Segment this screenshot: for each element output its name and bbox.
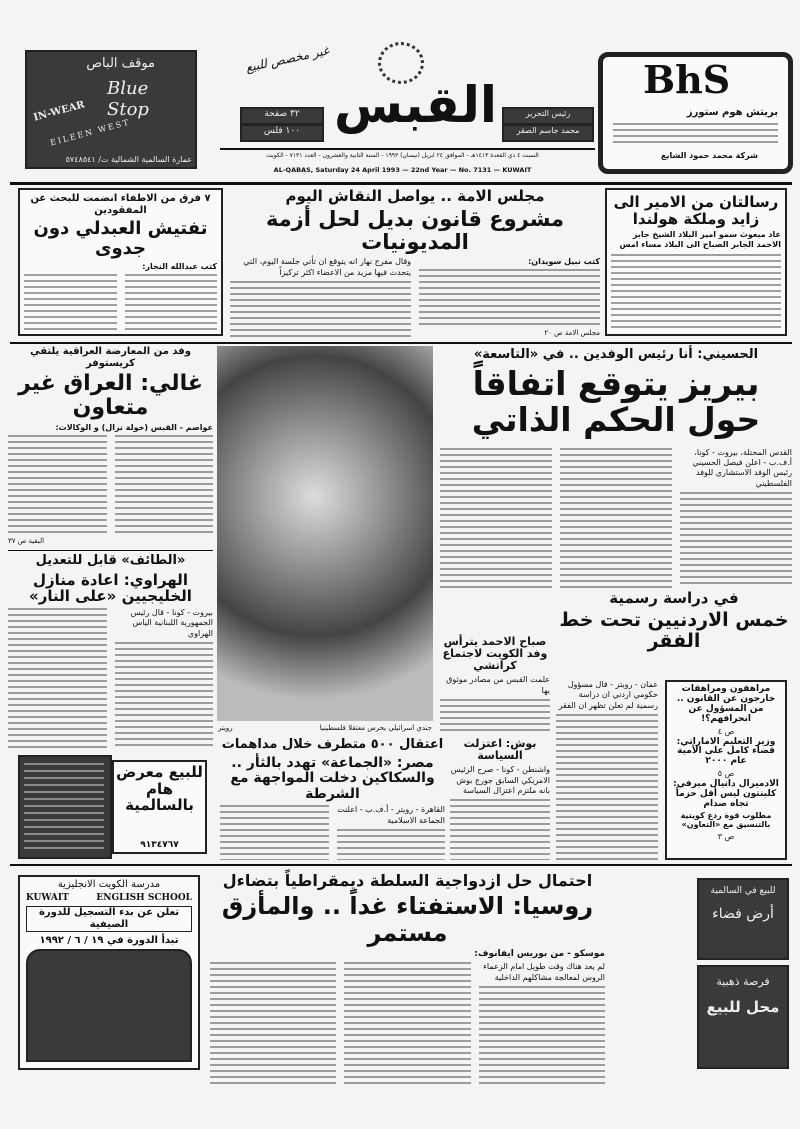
story-jordan-body <box>556 680 658 860</box>
story-lead: القدس المحتلة، بيروت - كونا، أ.ف.ب - اعلن فيصل الحسيني رئيس الوفد الاستشاري للوفد الفلسطيني <box>692 447 792 488</box>
ad-bluestop <box>25 50 197 169</box>
body-text <box>8 608 107 750</box>
ad-title: موقف الباص <box>86 56 155 71</box>
jump-link[interactable]: مجلس الامة ص ٢٠ <box>544 328 600 337</box>
ad-brand-inwear: IN-WEAR <box>32 99 86 124</box>
story-headline: تفتيش العبدلي دون جدوى <box>33 218 208 259</box>
ad-title: للبيع في السالمية <box>710 886 776 896</box>
story-byline: كتب نبيل سويدان: <box>528 257 600 267</box>
body-text <box>115 435 214 534</box>
story-majlis <box>230 188 600 338</box>
body-text <box>419 269 600 325</box>
ad-shop-sale <box>697 965 789 1069</box>
story-kicker: في دراسة رسمية <box>609 589 739 607</box>
story-abdali <box>18 188 223 336</box>
story-iraq <box>8 346 213 546</box>
ad-title: للبيع معرض هام بالسالمية <box>116 763 203 814</box>
school-name-en1: KUWAIT <box>26 893 69 903</box>
ad-brand-eileen: EILEEN WEST <box>49 117 132 148</box>
story-headline: صباح الاحمد يترأس وفد الكويت لاجتماع كراتشي <box>442 635 548 673</box>
pages-count: ٣٢ صفحة <box>240 107 324 125</box>
story-headline: بيريز يتوقع اتفاقاً حول الحكم الذاتي <box>471 363 761 440</box>
story-lead: عمان - رويتر - قال مسؤول حكومي اردني ان دراسة رسمية لم تعلن تظهر ان الفقر <box>558 680 658 710</box>
index-item[interactable]: مطلوب قوة ردع كويتية بالتنسيق مع «التعاون» <box>680 810 772 829</box>
body-text <box>24 274 117 331</box>
news-photo <box>217 346 433 721</box>
ad-salmiya <box>112 760 207 854</box>
story-headline: غالي: العراق غير متعاون <box>18 371 203 421</box>
date-arabic: السبت ٤ ذي القعدة ١٤١٣هـ - الموافق ٢٤ ابريل (نيسان) ١٩٩٣ - السنة الثانية والعشرون - العدد ٧١٣١ - الكويت <box>266 152 539 159</box>
index-page: ص ٥ <box>717 769 735 779</box>
story-headline: الهراوي: اعادة منازل الخليجيين «على النار» <box>29 570 192 606</box>
story-lead: علمت القبس من مصادر موثوق بها <box>446 675 550 695</box>
ad-details <box>26 949 192 1062</box>
story-headline: خمس الاردنيين تحت خط الفقر <box>559 609 789 653</box>
story-letters <box>605 188 787 336</box>
index-item[interactable]: الادميرال دانيال ميرفي: كلينتون ليس أقل حزماً تجاه صدام <box>673 779 779 810</box>
jump-link[interactable]: البقية ص ٣٧ <box>8 536 45 545</box>
story-kicker: الحسيني: أنا رئيس الوفدين .. في «التاسعة» <box>473 347 759 362</box>
body-text <box>556 714 658 860</box>
story-lead: عاد مبعوث سمو امير البلاد الشيخ جابر الاحمد الجابر الصباح الى البلاد مساء امس <box>619 230 781 250</box>
index-box <box>665 680 787 860</box>
date-english: AL-QABAS, Saturday 24 April 1993 — 22nd Year — No. 7131 — KUWAIT <box>273 166 532 174</box>
body-text <box>337 829 446 860</box>
masthead <box>210 40 595 185</box>
story-lead: لم يعد هناك وقت طويل امام الزعماء الروس لمعالجة مشاكلهم الداخلية <box>483 962 605 982</box>
story-headline: مصر: «الجماعة» تهدد بالثأر .. والسكاكين دخلت المواجهة مع الشرطة <box>230 754 435 802</box>
body-text <box>125 274 218 331</box>
school-name-ar: مدرسة الكويت الانجليزية <box>57 879 161 890</box>
story-lead: القاهرة - رويتر - أ.ف.ب - اعلنت الجماعة الاسلامية <box>337 805 445 825</box>
story-byline: كتب عبدالله النجار: <box>142 261 217 271</box>
index-page: ص ٣ <box>717 831 735 841</box>
story-russia <box>210 872 605 1084</box>
story-bush <box>450 738 550 860</box>
story-kicker: مجلس الامة .. يواصل النقاش اليوم <box>285 187 545 205</box>
bhs-addresses <box>613 123 778 147</box>
story-byline: عواصم - القبس (خولة نزال) و الوكالات: <box>55 423 213 433</box>
index-page: ص ٤ <box>717 726 735 736</box>
ad-body: محل للبيع <box>706 998 780 1016</box>
school-name-en2: ENGLISH SCHOOL <box>96 893 192 903</box>
ad-phone: ٩١٣٤٧٦٧ <box>140 840 179 850</box>
ad-line: تعلن عن بدء التسجيل للدورة الصيفية <box>26 906 192 932</box>
body-text <box>680 492 792 588</box>
ad-address: عمارة السالمية الشمالية ت/ ٥٧٤٨٥٤١ <box>65 155 192 164</box>
story-kicker: ٧ فرق من الاطفاء انضمت للبحث عن المفقودين <box>30 193 211 216</box>
bhs-name: بريتش هوم ستورز <box>686 107 778 118</box>
ad-kuwait-english-school <box>18 875 200 1070</box>
story-sabah <box>440 636 550 732</box>
body-text <box>450 799 550 860</box>
body-text <box>210 962 336 1084</box>
ad-line: تبدأ الدورة في ١٩ / ٦ / ١٩٩٢ <box>39 935 179 946</box>
bhs-company: شركة محمد حمود الشايع <box>660 151 758 160</box>
body-text <box>230 281 411 338</box>
story-kicker: وفد من المعارضة العراقية يلتقي كريستوفر <box>30 346 191 369</box>
photo-credit: رويتر <box>218 724 233 732</box>
story-jordan <box>556 590 792 676</box>
body-text <box>220 805 329 860</box>
body-text <box>611 254 781 330</box>
story-kicker: «الطائف» قابل للتعديل <box>35 553 186 568</box>
body-text <box>344 962 470 1084</box>
body-text <box>440 448 552 588</box>
body-text <box>479 986 605 1084</box>
ad-title: فرصة ذهبية <box>716 975 770 988</box>
story-kicker: احتمال حل ازدواجية السلطة ديمقراطياً بتضاءل <box>222 871 593 890</box>
price: ١٠٠ فلس <box>240 124 324 142</box>
body-text <box>560 448 672 588</box>
not-for-sale-stamp: غير مخصص للبيع <box>244 43 331 75</box>
editor-title: رئيس التحرير <box>502 107 594 125</box>
body-text <box>8 435 107 534</box>
story-taif <box>8 554 213 750</box>
story-egypt <box>220 738 445 860</box>
body-text <box>115 642 214 750</box>
photo-caption: جندي اسرائيلي يحرس معتقلا فلسطينيا <box>319 724 432 732</box>
editor-name: محمد جاسم الصقر <box>502 124 594 142</box>
ad-cars <box>18 755 112 859</box>
body-text <box>440 699 550 732</box>
ad-brand: Blue Stop <box>107 78 149 120</box>
index-item[interactable]: وزير التعليم الاماراتي: قضاء كامل على الأمية عام ٢٠٠٠ <box>676 736 776 767</box>
story-headline: مشروع قانون بديل لحل أزمة المديونيات <box>265 207 565 255</box>
ad-text <box>24 763 104 851</box>
index-item[interactable]: مراهقون ومراهقات خارجون عن القانون .. من المسؤول عن انحرافهم؟! <box>676 684 776 724</box>
story-lead: بيروت - كونا - قال رئيس الجمهورية اللبنانية الياس الهراوي <box>130 607 213 638</box>
ad-body: أرض فضاء <box>712 906 774 922</box>
story-kicker: اعتقال ٥٠٠ متطرف خلال مداهمات <box>221 737 444 752</box>
story-byline: موسكو - من بوريس ايفانوف: <box>474 949 605 960</box>
ad-land-sale <box>697 878 789 960</box>
ad-bhs <box>598 52 793 174</box>
newspaper-logo: القبس <box>334 76 497 134</box>
story-peres <box>440 348 792 588</box>
bhs-logo: BhS <box>643 57 731 102</box>
story-lead: وقال مفرج نهار انه يتوقع ان تأتي جلسة اليوم، التي يتحدث فيها مزيد من الاعضاء اكثر تركيزاً <box>243 257 411 277</box>
story-lead: واشنطن - كونا - صرح الرئيس الامريكي السابق جورج بوش بانه ملتزم اعتزال السياسة <box>450 765 550 795</box>
story-headline: روسيا: الاستفتاء غداً .. والمأزق مستمر <box>221 892 594 947</box>
story-headline: رسالتان من الامير الى زايد وملكة هولندا <box>613 193 779 228</box>
story-headline: بوش: اعتزلت السياسة <box>463 737 537 763</box>
